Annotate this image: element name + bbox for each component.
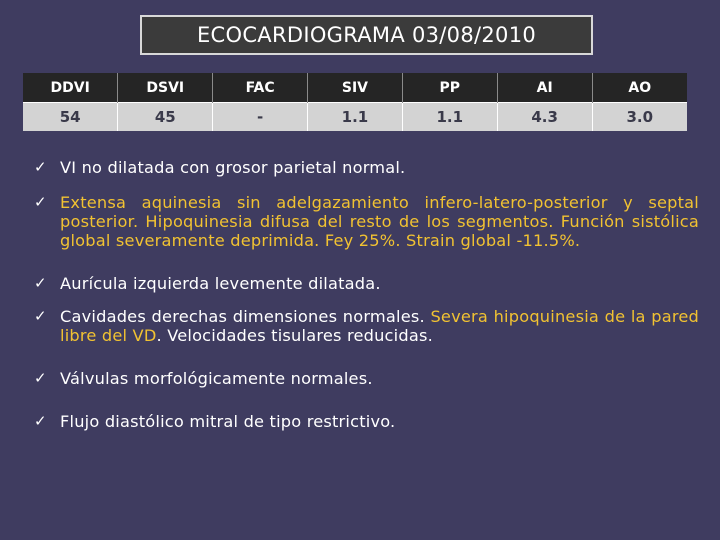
- bullet-text: Flujo diastólico mitral de tipo restrictivo.: [60, 412, 396, 431]
- echo-measurements-table: [23, 73, 687, 131]
- bullet-text: Válvulas morfológicamente normales.: [60, 369, 373, 388]
- list-item: [34, 158, 699, 177]
- check-icon: ✓: [34, 158, 47, 176]
- list-item: [34, 412, 699, 431]
- header-siv: SIV: [308, 73, 403, 103]
- list-item: [34, 193, 699, 250]
- highlighted-text: Severa hipoquinesia de la pared libre del VD: [60, 307, 699, 345]
- value-ai: 4.3: [497, 103, 592, 132]
- header-dsvi: DSVI: [118, 73, 213, 103]
- bullet-text: . Velocidades tisulares reducidas.: [156, 326, 433, 345]
- check-icon: ✓: [34, 369, 47, 387]
- bullet-text: Extensa aquinesia sin adelgazamiento infero-latero-posterior y septal posterior. Hipoquinesia difusa del resto de los segmentos. Función sistólica global severamente deprimida. Fey 25%. Strain global -11.5%.: [60, 193, 699, 250]
- bullet-text: Cavidades derechas dimensiones normales.: [60, 307, 431, 326]
- value-dsvi: 45: [118, 103, 213, 132]
- check-icon: ✓: [34, 412, 47, 430]
- bullet-text: Aurícula izquierda levemente dilatada.: [60, 274, 381, 293]
- list-item: [34, 369, 699, 388]
- list-item: [34, 274, 699, 293]
- value-siv: 1.1: [308, 103, 403, 132]
- check-icon: ✓: [34, 307, 47, 325]
- header-ao: AO: [592, 73, 687, 103]
- table-header-row: [23, 73, 687, 103]
- list-item: [34, 307, 699, 345]
- value-ddvi: 54: [23, 103, 118, 132]
- header-pp: PP: [402, 73, 497, 103]
- bullet-text: VI no dilatada con grosor parietal normal.: [60, 158, 406, 177]
- header-ddvi: DDVI: [23, 73, 118, 103]
- value-pp: 1.1: [402, 103, 497, 132]
- slide-title: ECOCARDIOGRAMA 03/08/2010: [140, 15, 593, 55]
- check-icon: ✓: [34, 193, 47, 211]
- value-ao: 3.0: [592, 103, 687, 132]
- header-ai: AI: [497, 73, 592, 103]
- value-fac: -: [213, 103, 308, 132]
- table-row: [23, 103, 687, 132]
- header-fac: FAC: [213, 73, 308, 103]
- check-icon: ✓: [34, 274, 47, 292]
- findings-list: [34, 158, 699, 431]
